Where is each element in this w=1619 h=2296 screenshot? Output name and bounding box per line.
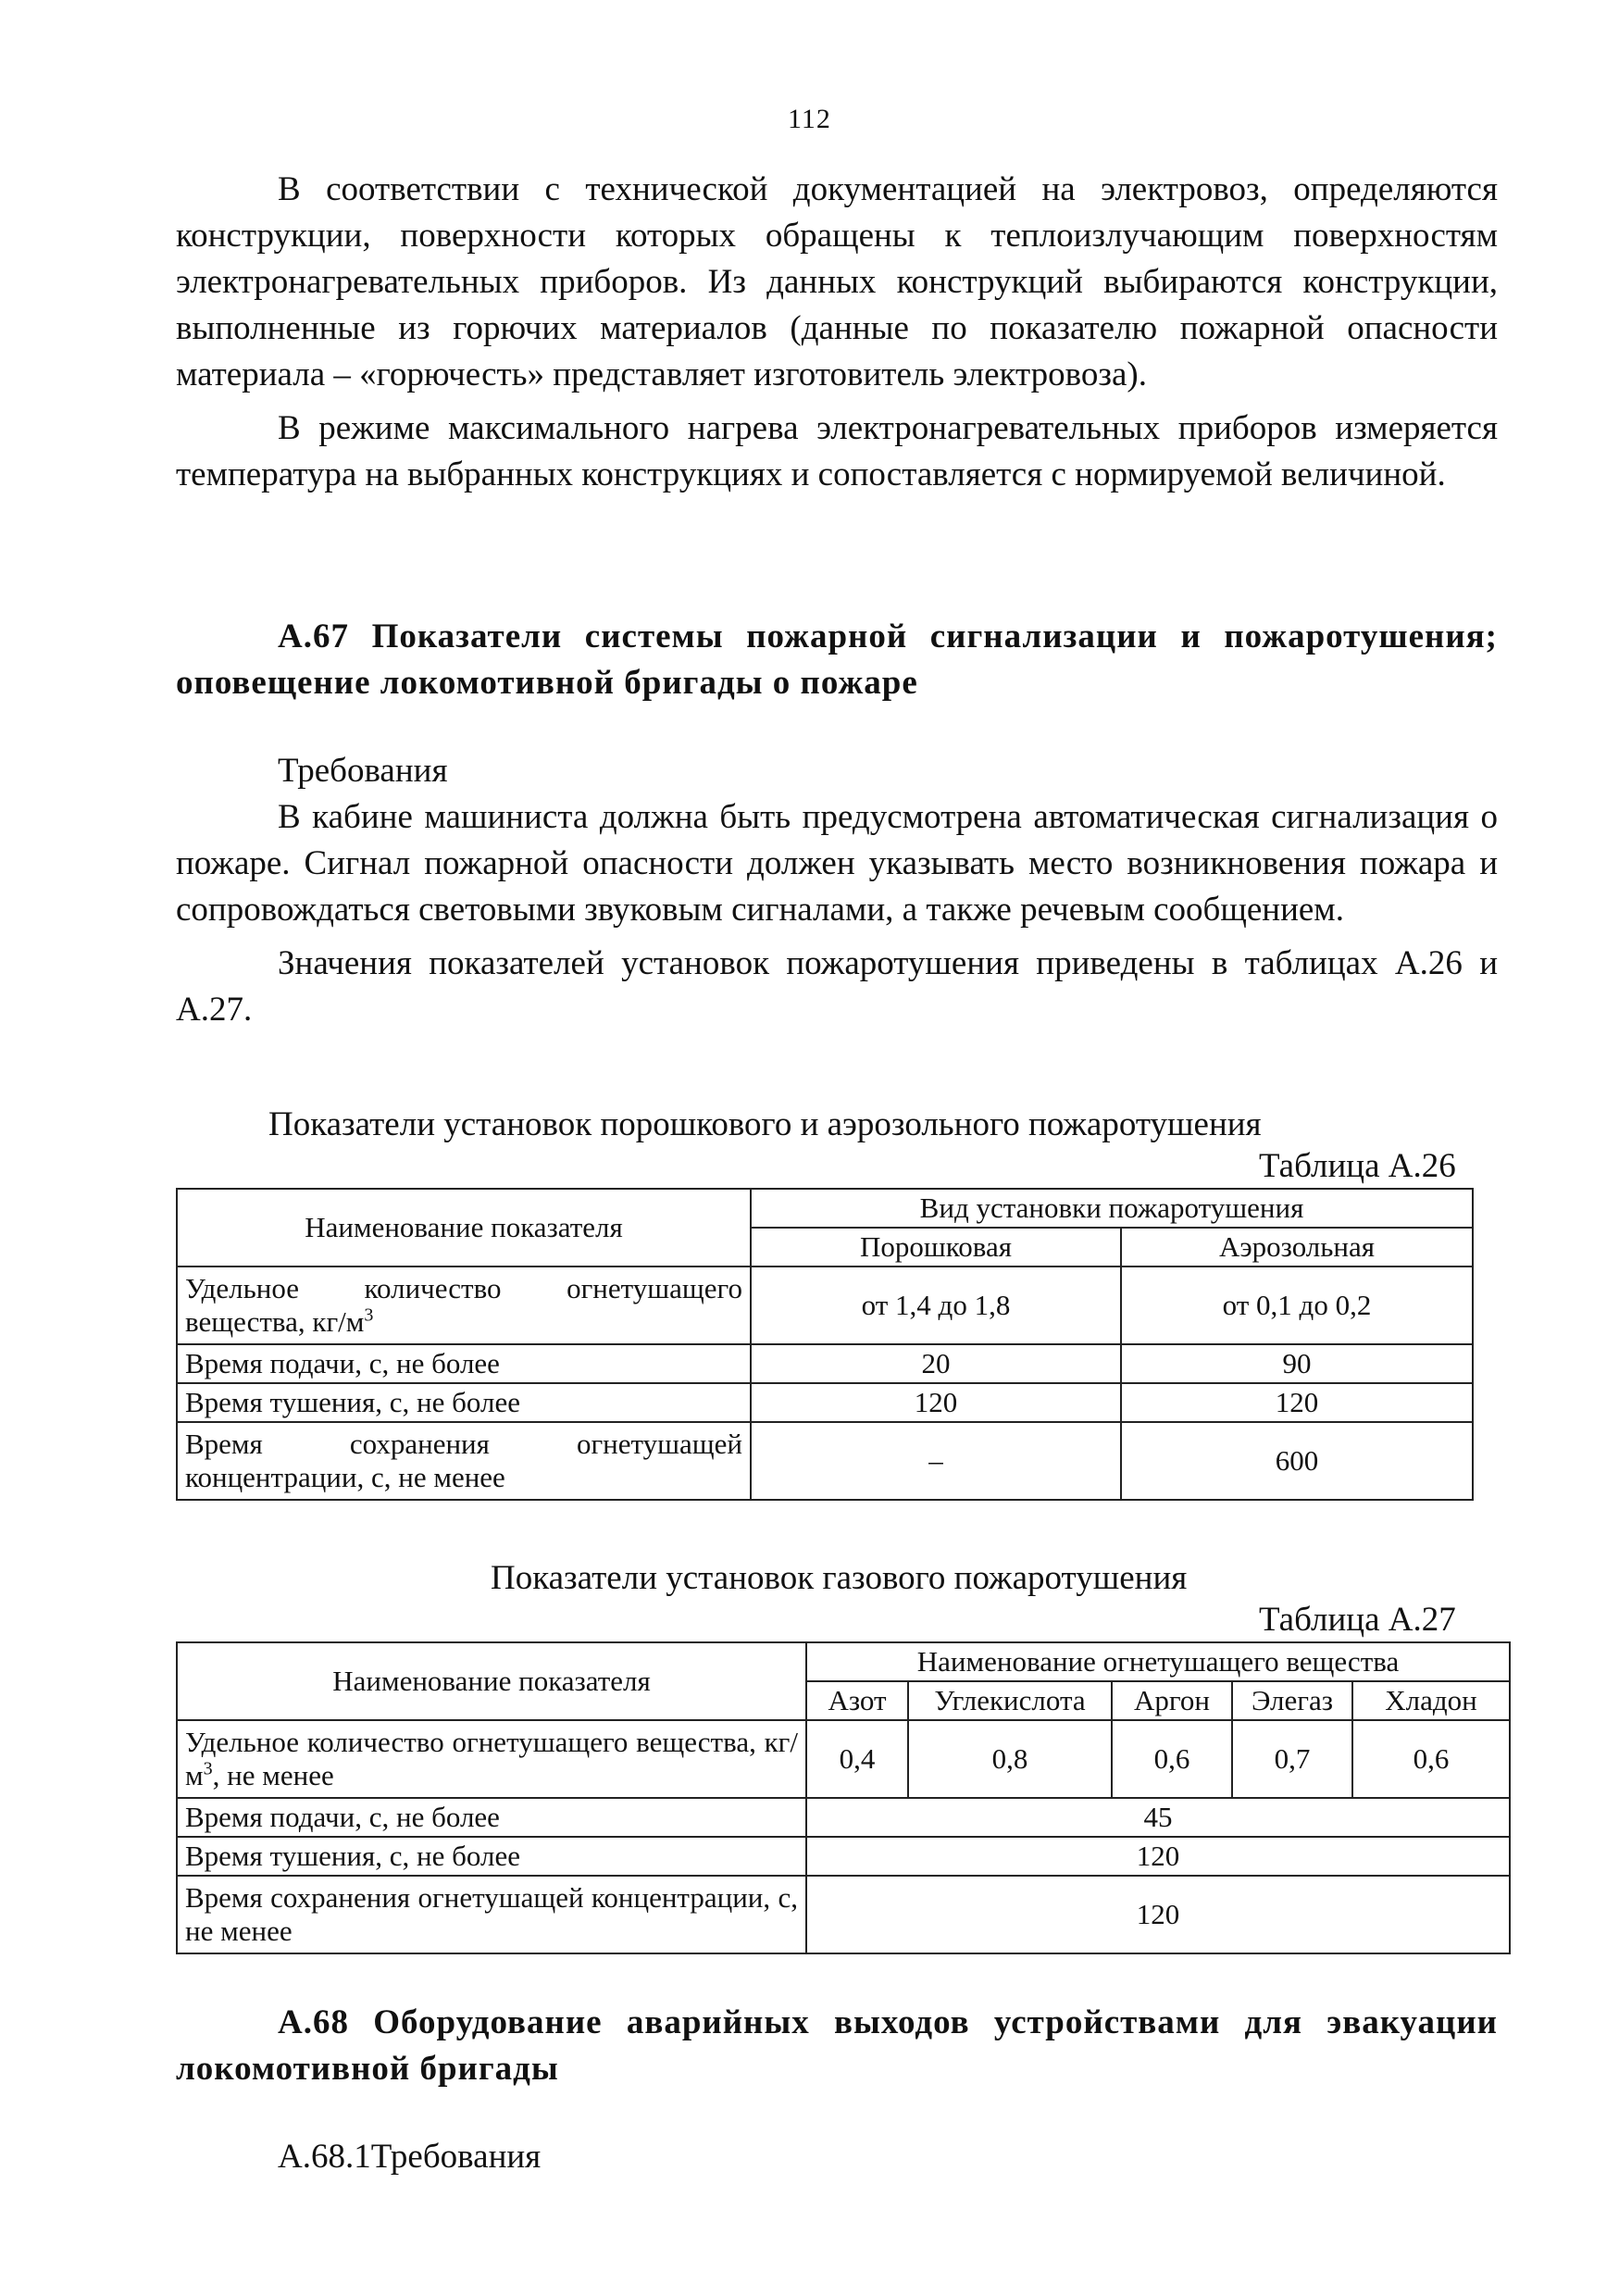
table-26-row-1-name: Удельное количество огнетушащего вещества, $кг/м^3$: [177, 1267, 751, 1344]
table-27-row-1-value-4: 0,7: [1232, 1720, 1352, 1798]
table-26-row-1-value-1: от 1,4 до 1,8: [751, 1267, 1121, 1344]
table-26-caption: Показатели установок порошкового и аэрозольного пожаротушения: [268, 1105, 1262, 1143]
table-row: [177, 1876, 1510, 1953]
table-27-row-1-value-3: 0,6: [1112, 1720, 1232, 1798]
table-26-row-4-value-2: 600: [1121, 1422, 1473, 1500]
table-27-row-2-name: Время подачи, с, не более: [177, 1798, 806, 1837]
intro-paragraph-2: В режиме максимального нагрева электронагревательных приборов измеряется температура на выбранных конструкциях и сопоставляется с нормируемой величиной.: [176, 409, 1498, 493]
table-27-col-halon: Хладон: [1352, 1681, 1510, 1720]
table-27-row-4-name: Время сохранения огнетушащей концентрации, с, не менее: [177, 1876, 806, 1953]
section-67-text: [176, 794, 1498, 1041]
table-27-col-argon: Аргон: [1112, 1681, 1232, 1720]
table-26-row-2-value-1: 20: [751, 1344, 1121, 1383]
table-26-header-group: Вид установки пожаротушения: [751, 1189, 1473, 1228]
table-27-row-1-value-2: 0,8: [908, 1720, 1112, 1798]
table-row: [177, 1422, 1473, 1500]
table-row: [177, 1837, 1510, 1876]
table-27-caption: Показатели установок газового пожаротушения: [491, 1559, 1188, 1597]
section-67-paragraph-2: Значения показателей установок пожаротушения приведены в таблицах А.26 и А.27.: [176, 944, 1498, 1029]
table-27-row-3-value: 120: [806, 1837, 1510, 1876]
intro-paragraph-1: В соответствии с технической документацией на электровоз, определяются конструкции, поверхности которых обращены к теплоизлучающим поверхностям электронагревательных приборов. Из данных конструкций выбираются конструкции, выполненные из горючих материалов (данные по показателю пожарной опасности материала – «горючесть» представляет изготовитель электровоза).: [176, 170, 1498, 393]
table-27-row-1-value-1: 0,4: [806, 1720, 908, 1798]
table-26-row-3-value-1: 120: [751, 1383, 1121, 1422]
table-26-row-3-value-2: 120: [1121, 1383, 1473, 1422]
table-26-number: Таблица А.26: [1259, 1147, 1456, 1185]
table-row: [177, 1344, 1473, 1383]
table-27-col-elegas: Элегаз: [1232, 1681, 1352, 1720]
section-68-1-label: А.68.1Требования: [278, 2138, 542, 2176]
table-27-row-2-value: 45: [806, 1798, 1510, 1837]
page-number: 112: [788, 104, 831, 134]
section-67-heading: А.67 Показатели системы пожарной сигнализации и пожаротушения; оповещение локомотивной бригады о пожаре: [176, 618, 1498, 702]
table-27-header-group: Наименование огнетушащего вещества: [806, 1642, 1510, 1681]
table-26-header-name: Наименование показателя: [177, 1189, 751, 1267]
table-26-row-4-name: Время сохранения огнетушащей концентрации, с, не менее: [177, 1422, 751, 1500]
section-68-heading: А.68 Оборудование аварийных выходов устройствами для эвакуации локомотивной бригады: [176, 2003, 1498, 2088]
table-26-row-1-value-2: от 0,1 до 0,2: [1121, 1267, 1473, 1344]
table-26-row-2-value-2: 90: [1121, 1344, 1473, 1383]
requirements-label: Требования: [278, 752, 448, 790]
table-26: [176, 1188, 1474, 1501]
table-27-row-3-name: Время тушения, с, не более: [177, 1837, 806, 1876]
intro-text: [176, 167, 1498, 505]
table-26-col-aerosol: Аэрозольная: [1121, 1228, 1473, 1267]
table-row: [177, 1383, 1473, 1422]
table-26-row-3-name: Время тушения, с, не более: [177, 1383, 751, 1422]
table-27-header-name: Наименование показателя: [177, 1642, 806, 1720]
section-67-paragraph-1: В кабине машиниста должна быть предусмотрена автоматическая сигнализация о пожаре. Сигнал пожарной опасности должен указывать место возникновения пожара и сопровождаться световыми звуковым сигналами, а также речевым сообщением.: [176, 798, 1498, 929]
table-26-row-2-name: Время подачи, с, не более: [177, 1344, 751, 1383]
table-27-row-4-value: 120: [806, 1876, 1510, 1953]
table-row: [177, 1720, 1510, 1798]
table-26-col-powder: Порошковая: [751, 1228, 1121, 1267]
table-27-row-1-value-5: 0,6: [1352, 1720, 1510, 1798]
table-27-col-nitrogen: Азот: [806, 1681, 908, 1720]
table-row: [177, 1798, 1510, 1837]
table-27-col-carbon-dioxide: Углекислота: [908, 1681, 1112, 1720]
table-row: [177, 1267, 1473, 1344]
table-27-row-1-name: Удельное количество огнетушащего вещества, $кг/м^3$, не менее: [177, 1720, 806, 1798]
table-26-row-4-value-1: –: [751, 1422, 1121, 1500]
table-27: [176, 1641, 1511, 1954]
table-27-number: Таблица А.27: [1259, 1601, 1456, 1639]
